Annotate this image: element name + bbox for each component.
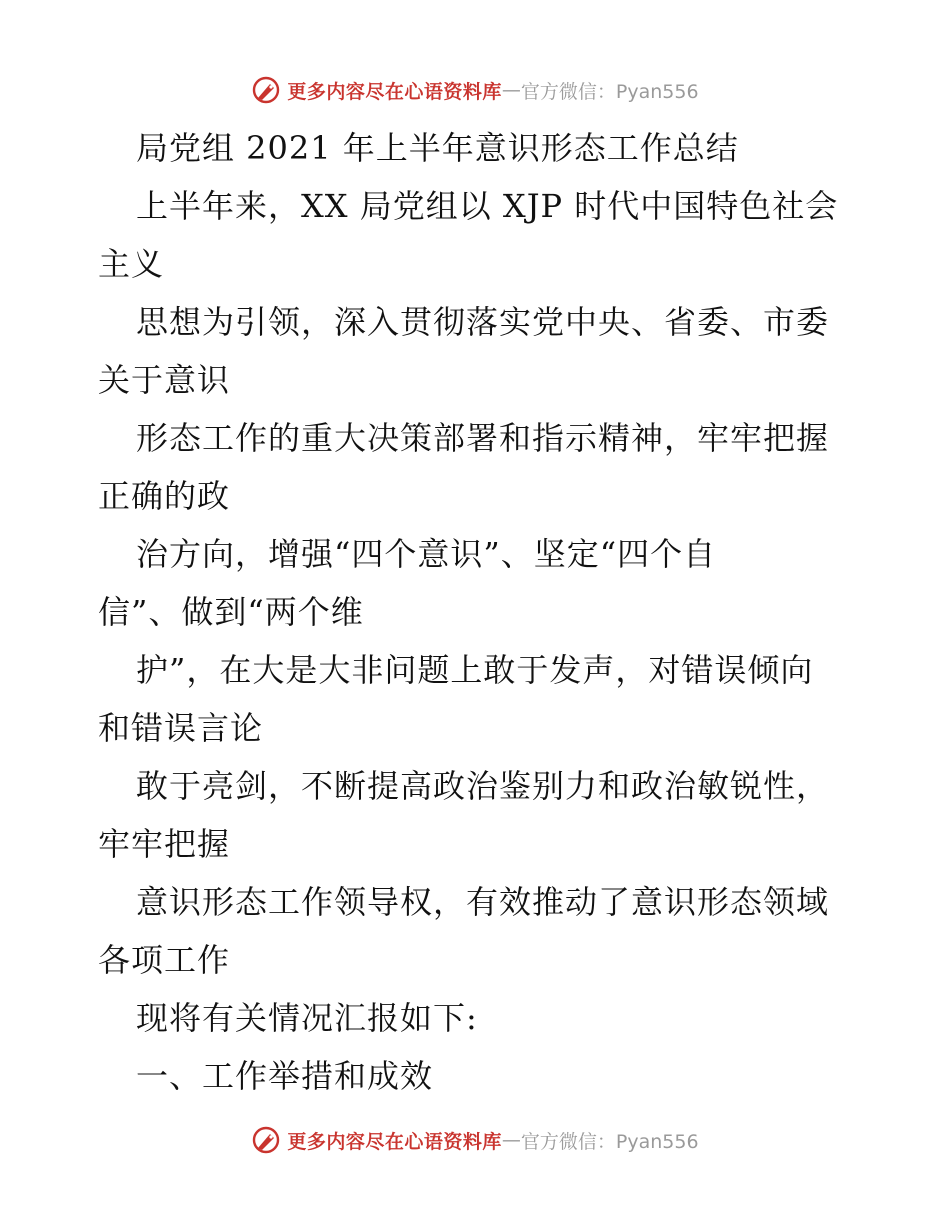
section-heading: 一、工作举措和成效 [136,1057,434,1095]
paragraph-line: 牢牢把握 [98,825,231,863]
pen-nib-logo-icon [251,75,281,105]
paragraph-line: 意识形态工作领导权，有效推动了意识形态领域 [136,883,830,921]
paragraph-line: 形态工作的重大决策部署和指示精神，牢牢把握 [136,419,830,457]
watermark-separator: — [501,1129,521,1151]
paragraph-line: 护”，在大是大非问题上敢于发声，对错误倾向 [136,651,814,689]
paragraph-line: 各项工作 [98,941,231,979]
watermark-contact: 官方微信：Pyan556 [520,1130,699,1153]
paragraph-line: 主义 [98,245,165,283]
watermark-contact: 官方微信：Pyan556 [520,80,699,103]
watermark-separator: — [501,79,521,101]
watermark-footer [0,1120,950,1160]
pen-nib-logo-icon [251,1125,281,1155]
watermark-brand: 更多内容尽在心语资料库 [287,1130,502,1153]
paragraph-line: 敢于亮剑，不断提高政治鉴别力和政治敏锐性， [136,767,830,805]
paragraph-line: 信”、做到“两个维 [98,593,364,631]
paragraph-line: 治方向，增强“四个意识”、坚定“四个自 [136,535,717,573]
watermark-header [0,70,950,110]
paragraph-line: 正确的政 [98,477,231,515]
document-title: 局党组 2021 年上半年意识形态工作总结 [136,129,739,167]
paragraph-line: 关于意识 [98,361,231,399]
paragraph-line: 和错误言论 [98,709,264,747]
paragraph-line: 现将有关情况汇报如下: [136,999,478,1037]
paragraph-line: 思想为引领，深入贯彻落实党中央、省委、市委 [136,303,830,341]
watermark-brand: 更多内容尽在心语资料库 [287,80,502,103]
paragraph-line: 上半年来，XX 局党组以 XJP 时代中国特色社会 [136,187,839,225]
